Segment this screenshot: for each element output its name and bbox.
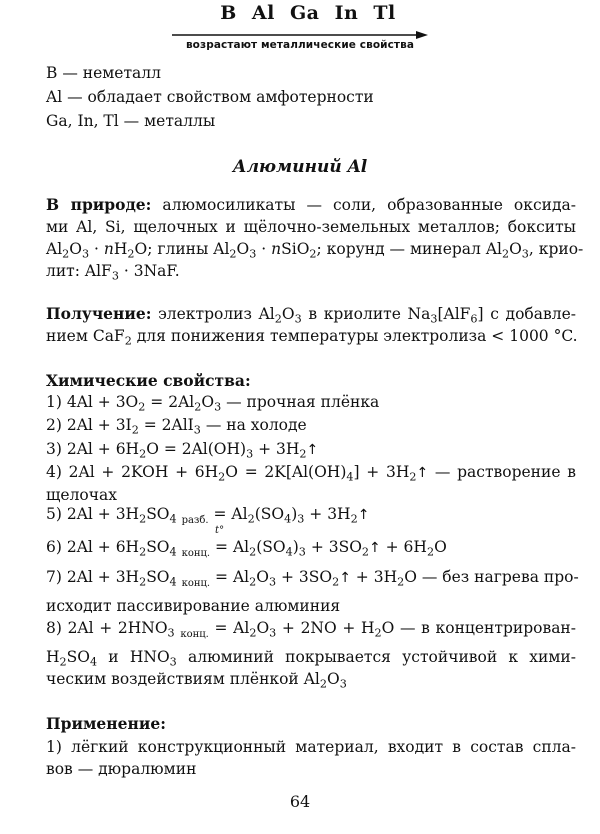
reaction-5: 5) $2Al + 3H_2SO_4$ $_{разб.} = Al_2(SO_4)_3$ + $3H_2↑$: [46, 505, 370, 526]
obtaining-label: Получение:: [46, 304, 152, 323]
obtaining-line1: Получение: электролиз $Al_2O_3$ в криолите $Na_3[AlF_6]$ с добавле-: [46, 304, 576, 326]
reaction-7: 7) $2Al + 3H_2SO_4$ $_{конц.} = Al_2O_3$ + $3SO_2↑ + 3H_2O$ — без нагрева про- исходит пассивирование алюминия: [46, 568, 579, 615]
nature-label: В природе:: [46, 195, 152, 214]
application-line2: вов — дюралюмин: [46, 760, 197, 778]
obtaining-paragraph: [46, 303, 576, 347]
properties-label: Химические свойства:: [46, 371, 251, 390]
reaction-3: 3) $2Al + 6H_2O = 2Al(OH)_3$ + $3H_2↑$: [46, 440, 319, 461]
nature-line4: лит: AlF$_3$ · 3NaF.: [46, 262, 180, 283]
application-line1: 1) лёгкий конструкционный материал, входит в состав спла-: [46, 738, 576, 756]
application-paragraph: [46, 736, 576, 780]
nature-paragraph: [46, 194, 584, 283]
nature-line1: алюмосиликаты — соли, образованные оксида-: [162, 196, 576, 214]
reaction-8: 8) $2Al + 2HNO_3$ $_{конц.} = Al_2O_3 + 2NO + H_2O$ — в концентрирован- $H_2SO_4$ и $HNO_3$ алюминий покрывается устойчивой к хими- ческим воздействиям плёнкой $Al_2O_3$: [46, 619, 576, 691]
obtaining-line2: нием CaF$_2$ для понижения температуры электролиза < 1000 °C.: [46, 327, 578, 348]
classification-aluminium: Al — обладает свойством амфотерности: [46, 88, 374, 106]
nature-line2: ми Al, Si, щелочных и щёлочно-земельных металлов; бокситы: [46, 218, 576, 236]
section-title: Алюминий Al: [232, 157, 368, 177]
reaction-6: 6) $2Al + 6H_2SO_4$ $_{конц.}$ = t° $Al_2(SO_4)_3$ + $3SO_2↑ + 6H_2O$: [46, 525, 447, 559]
reaction-2: 2) $2Al + 3I_2 = 2AlI_3$ — на холоде: [46, 416, 307, 437]
nature-line3: $Al_2O_3 \cdot nH_2O$; глины $Al_2O_3$ · nSiO$_2$; корунд — минерал $Al_2O_3$, крио-: [46, 240, 584, 261]
heat-condition: t°: [215, 525, 225, 536]
series-caption: возрастают металлические свойства: [185, 39, 415, 51]
classification-boron: B — неметалл: [46, 64, 161, 82]
page-number: 64: [289, 792, 311, 811]
application-label: Применение:: [46, 714, 166, 733]
classification-metals: Ga, In, Tl — металлы: [46, 112, 216, 130]
reaction-1: 1) $4Al + 3O_2 = 2Al_2O_3$ — прочная плёнка: [46, 393, 380, 414]
reaction-4: 4) $2Al + 2KOH + 6H_2O = 2K[Al(OH)_4]$ + $3H_2↑$ — растворение в щелочах: [46, 463, 576, 504]
series-elements: B Al Ga In Tl: [220, 2, 396, 24]
